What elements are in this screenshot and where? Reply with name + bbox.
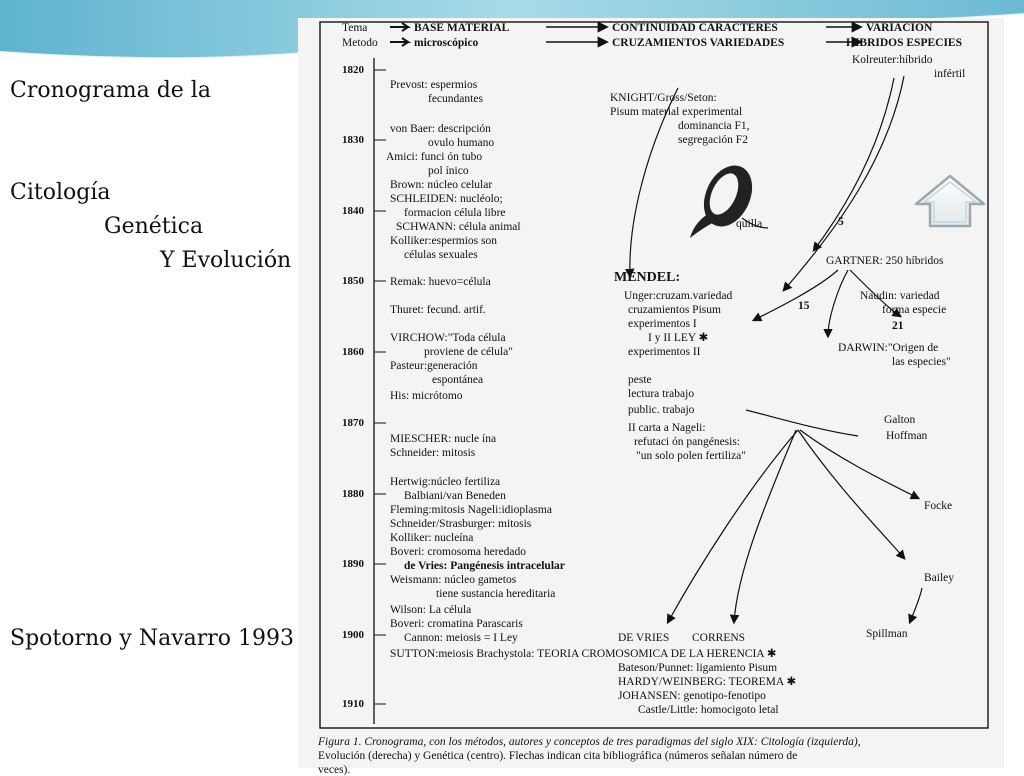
evolution-entry: Focke: [924, 500, 953, 512]
cytology-entry: VIRCHOW:"Toda célula: [390, 332, 506, 344]
title-line-3: Genética: [104, 214, 204, 239]
cytology-entry: Schneider/Strasburger: mitosis: [390, 518, 532, 530]
genetics-entry: cruzamientos Pisum: [628, 304, 721, 316]
evolution-entry: Hoffman: [886, 430, 928, 442]
cytology-entry: Hertwig:núcleo fertiliza: [390, 476, 501, 488]
title-line-2: Citología: [10, 180, 111, 205]
genetics-entry: dominancia F1,: [678, 120, 750, 132]
genetics-entry: II carta a Nageli:: [628, 422, 706, 434]
cytology-entry: pol ínico: [428, 165, 469, 177]
year-label: 1860: [342, 346, 364, 358]
metodo-label: Metodo: [342, 37, 378, 49]
cytology-entry: ovulo humano: [428, 137, 495, 149]
cytology-entry: Schneider: mitosis: [390, 447, 476, 459]
cytology-entry: formacion célula libre: [404, 207, 506, 219]
col2-tema: CONTINUIDAD CARACTERES: [612, 22, 778, 34]
cytology-entry: Cannon: meiosis = I Ley: [404, 632, 518, 644]
genetics-entry: quilla: [736, 218, 763, 230]
home-icon: [912, 172, 988, 232]
home-button[interactable]: [912, 172, 988, 232]
cytology-entry: Amici: funci ón tubo: [386, 151, 483, 163]
year-label: 1900: [342, 629, 364, 641]
cytology-entry: espontánea: [432, 374, 484, 386]
year-label: 1850: [342, 275, 364, 287]
evolution-entry: Galton: [884, 414, 916, 426]
genetics-entry: refutaci ón pangénesis:: [634, 436, 741, 448]
cytology-entry: SUTTON:meiosis Brachystola: TEORIA CROMOSOMICA DE LA HERENCIA ✱: [390, 648, 777, 660]
cytology-entry: células sexuales: [404, 249, 478, 261]
genetics-entry: HARDY/WEINBERG: TEOREMA ✱: [618, 676, 797, 688]
year-label: 1820: [342, 64, 364, 76]
col2-metodo: CRUZAMIENTOS VARIEDADES: [612, 37, 785, 49]
cytology-entry: MIESCHER: nucle ína: [390, 433, 497, 445]
genetics-entry: JOHANSEN: genotipo-fenotipo: [618, 690, 766, 702]
title-line-4: Y Evolución: [160, 248, 292, 273]
genetics-entry: segregación F2: [678, 134, 748, 146]
evolution-entry: Kolreuter:híbrido: [852, 54, 933, 66]
col1-metodo: microscópico: [414, 37, 479, 49]
evolution-entry: infértil: [934, 68, 966, 80]
col3-metodo: HIBRIDOS ESPECIES: [846, 37, 962, 49]
figure-caption-line: Evolución (derecha) y Genética (centro). Flechas indican cita bibliográfica (números señalan número de: [318, 750, 798, 762]
genetics-entry: Castle/Little: homocigoto letal: [638, 704, 779, 716]
genetics-entry: public. trabajo: [628, 404, 695, 416]
evolution-entry: Naudin: variedad: [860, 290, 940, 302]
evolution-entry: forma especie: [882, 304, 947, 316]
col1-tema: BASE MATERIAL: [414, 22, 510, 34]
genetics-entry: Pisum material experimental: [610, 106, 743, 118]
title-line-1: Cronograma de la: [10, 78, 211, 103]
cytology-entry: Boveri: cromatina Parascaris: [390, 618, 523, 630]
cytology-entry: Thuret: fecund. artif.: [390, 304, 486, 316]
genetics-entry: KNIGHT/Gross/Seton:: [610, 92, 717, 104]
genetics-entry: MENDEL:: [614, 270, 681, 285]
cytology-entry: tiene sustancia hereditaria: [436, 588, 556, 600]
evolution-entry: Bailey: [924, 572, 955, 584]
cytology-entry: Fleming:mitosis Nageli:idioplasma: [390, 504, 552, 516]
cytology-entry: Wilson: La célula: [390, 604, 472, 616]
genetics-entry: I y II LEY ✱: [648, 332, 709, 344]
evolution-entry: DARWIN:"Origen de: [838, 342, 939, 354]
cytology-entry: von Baer: descripción: [390, 123, 491, 135]
cytology-entry: SCHWANN: célula animal: [396, 221, 521, 233]
year-label: 1840: [342, 205, 364, 217]
genetics-entry: experimentos II: [628, 346, 701, 358]
citation-count: 21: [892, 320, 904, 332]
year-label: 1910: [342, 698, 364, 710]
evolution-entry: GARTNER: 250 híbridos: [826, 255, 944, 267]
year-label: 1830: [342, 134, 364, 146]
cytology-entry: Kolliker:espermios son: [390, 235, 497, 247]
cytology-entry: Pasteur:generación: [390, 360, 478, 372]
cytology-entry: Weismann: núcleo gametos: [390, 574, 517, 586]
cytology-entry: Prevost: espermios: [390, 79, 478, 91]
cytology-entry: Boveri: cromosoma heredado: [390, 546, 527, 558]
genetics-entry: DE VRIES: [618, 632, 670, 644]
figure-caption-line: veces).: [318, 764, 351, 776]
cytology-entry: fecundantes: [428, 93, 483, 105]
genetics-entry: Bateson/Punnet: ligamiento Pisum: [618, 662, 778, 674]
cytology-entry: Balbiani/van Beneden: [404, 490, 506, 502]
cytology-entry: Remak: huevo=célula: [390, 276, 491, 288]
tema-label: Tema: [342, 22, 368, 34]
citation-count: 15: [798, 300, 810, 312]
genetics-entry: lectura trabajo: [628, 388, 695, 400]
col3-tema: VARIACION: [866, 22, 933, 34]
cytology-entry: Kolliker: nucleína: [390, 532, 474, 544]
evolution-entry: Spillman: [866, 628, 908, 640]
year-label: 1890: [342, 558, 364, 570]
year-label: 1880: [342, 488, 364, 500]
cytology-entry: His: micrótomo: [390, 390, 463, 402]
citation-count: 5: [838, 216, 844, 228]
genetics-entry: experimentos I: [628, 318, 697, 330]
cytology-entry: de Vries: Pangénesis intracelular: [404, 560, 565, 572]
cytology-entry: SCHLEIDEN: nucléolo;: [390, 193, 503, 205]
evolution-entry: las especies": [892, 356, 951, 368]
genetics-entry: CORRENS: [692, 632, 746, 644]
cytology-entry: Brown: núcleo celular: [390, 179, 493, 191]
figure-caption-line: Figura 1. Cronograma, con los métodos, autores y conceptos de tres paradigmas del siglo XIX: Citología (izquierda),: [318, 736, 861, 748]
genetics-entry: peste: [628, 374, 652, 386]
genetics-entry: Unger:cruzam.variedad: [624, 290, 733, 302]
year-label: 1870: [342, 417, 364, 429]
genetics-entry: "un solo polen fertiliza": [636, 450, 746, 462]
author-credit: Spotorno y Navarro 1993: [10, 626, 295, 651]
cytology-entry: proviene de célula": [424, 346, 513, 358]
chronogram-figure: [298, 18, 1004, 776]
